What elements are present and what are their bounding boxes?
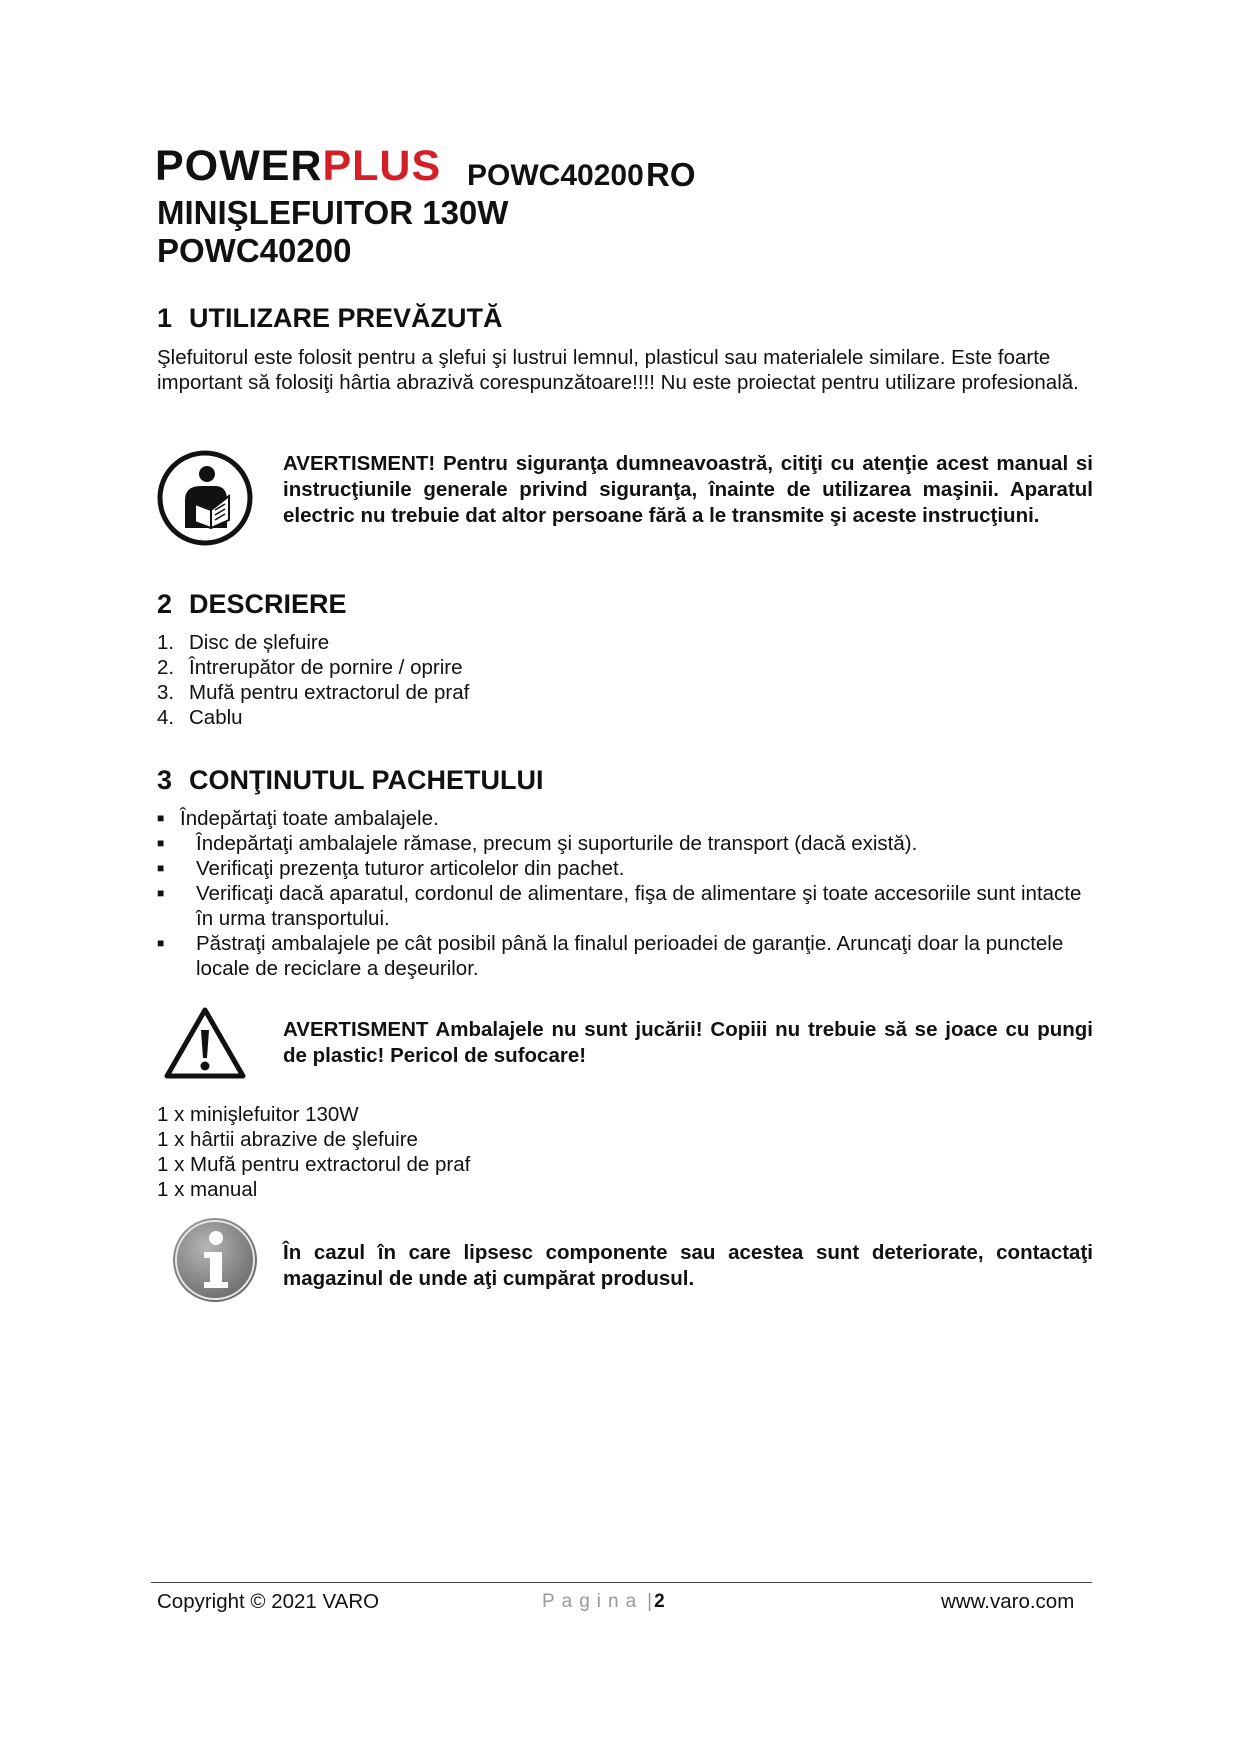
list-item: 1 x hârtii abrazive de şlefuire <box>157 1128 418 1151</box>
footer-copyright: Copyright © 2021 VARO <box>157 1590 380 1613</box>
list-item: ■ Îndepărtaţi toate ambalajele. <box>157 807 439 830</box>
section-1-warning: AVERTISMENT! Pentru siguranţa dumneavoastră, citiţi cu atenţie acest manual si instrucţiunile generale privind siguranţa, înainte de utilizarea maşinii. Aparatul electric nu trebuie dat altor persoane fără a le transmite şi aceste instrucţiuni. <box>283 452 1093 527</box>
list-item: ■ Îndepărtaţi ambalajele rămase, precum şi suporturile de transport (dacă există). <box>157 832 918 855</box>
list-item: 1. Disc de șlefuire <box>157 631 330 654</box>
section-3-title: CONŢINUTUL PACHETULUI <box>189 765 544 795</box>
section-1-number: 1 <box>157 303 173 333</box>
section-2-title: DESCRIERE <box>189 589 347 619</box>
language-code: RO <box>646 156 696 193</box>
page-label: Pagina <box>542 1591 644 1612</box>
info-note: În cazul în care lipsesc componente sau acestea sunt deteriorate, contactaţi magazinul de unde aţi cumpărat produsul. <box>283 1241 1093 1290</box>
product-model-title: POWC40200 <box>157 232 352 269</box>
product-title: MINIŞLEFUITOR 130W <box>157 194 509 231</box>
section-1-title: UTILIZARE PREVĂZUTĂ <box>189 303 503 333</box>
list-item: 3. Mufă pentru extractorul de praf <box>157 681 470 704</box>
section-3-heading <box>157 767 543 794</box>
section-2-number: 2 <box>157 589 173 619</box>
page-number: 2 <box>654 1591 665 1612</box>
footer-divider <box>151 1582 1092 1583</box>
brand-power: POWER <box>155 142 323 190</box>
list-item: ■ Păstraţi ambalajele pe cât posibil până la finalul perioadei de garanţie. Aruncaţi doar la punctele locale de reciclare a deşeurilor. <box>157 932 1064 980</box>
page-separator: | <box>647 1591 653 1612</box>
description-list <box>157 630 469 730</box>
info-icon <box>171 1216 259 1304</box>
package-steps-list <box>157 806 1092 981</box>
footer-page <box>542 1591 665 1613</box>
list-item: 2. Întrerupător de pornire / oprire <box>157 656 463 679</box>
brand-logo <box>155 142 442 190</box>
section-3-number: 3 <box>157 765 173 795</box>
warning-triangle-icon <box>163 1006 247 1080</box>
list-item: 1 x manual <box>157 1178 258 1201</box>
list-item: ■ Verificaţi dacă aparatul, cordonul de alimentare, fişa de alimentare şi toate accesoriile sunt intacte în urma transportului. <box>157 882 1082 930</box>
section-3-warning: AVERTISMENT Ambalajele nu sunt jucării! Copiii nu trebuie să se joace cu pungi de plastic! Pericol de sufocare! <box>283 1018 1093 1067</box>
model-number: POWC40200 <box>467 159 644 192</box>
section-1-body: Şlefuitorul este folosit pentru a şlefui şi lustrui lemnul, plasticul sau materialele similare. Este foarte important să folosiţi hârtia abrazivă corespunzătoare!!!! Nu este proiectat pentru utilizare profesională. <box>157 346 1079 394</box>
footer-website: www.varo.com <box>941 1590 1075 1613</box>
package-contents <box>157 1102 470 1202</box>
list-item: ■ Verificaţi prezenţa tuturor articolelor din pachet. <box>157 857 625 880</box>
list-item: 1 x minişlefuitor 130W <box>157 1103 359 1126</box>
read-manual-icon <box>155 448 255 548</box>
section-1-heading <box>157 305 503 332</box>
list-item: 1 x Mufă pentru extractorul de praf <box>157 1153 471 1176</box>
brand-plus: PLUS <box>322 142 442 190</box>
list-item: 4. Cablu <box>157 706 243 729</box>
section-2-heading <box>157 591 347 618</box>
